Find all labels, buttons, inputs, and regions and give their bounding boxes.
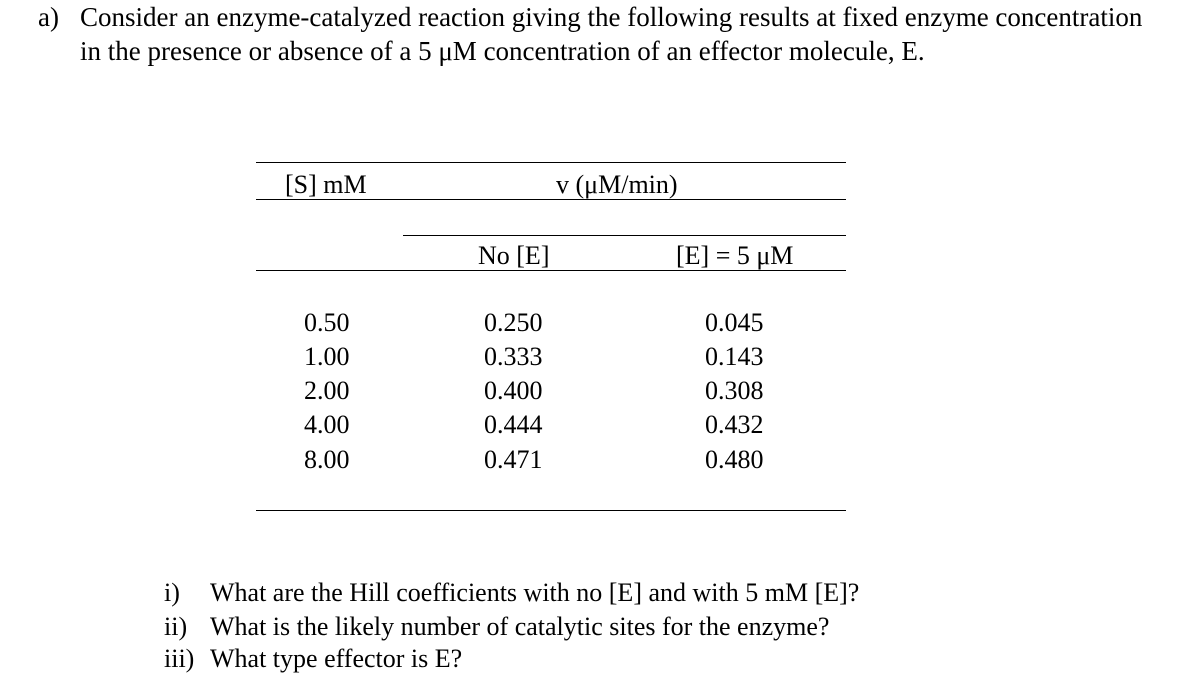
table-cell-with-e: 0.045 xyxy=(705,308,764,337)
sub-question-label: iii) xyxy=(164,644,195,673)
table-cell-s: 4.00 xyxy=(304,410,350,439)
sub-question-iii xyxy=(164,643,462,675)
table-cell-no-e: 0.250 xyxy=(484,308,543,337)
header-velocity: v (μM/min) xyxy=(556,170,678,199)
table-top-rule xyxy=(256,162,846,163)
question-label: a) xyxy=(38,2,59,32)
table-cell-no-e: 0.333 xyxy=(484,342,543,371)
question-text: Consider an enzyme-catalyzed reaction giving the following results at fixed enzyme concentration in the presence or absence of a 5 μM concentration of an effector molecule, E. xyxy=(80,2,1143,66)
question-a xyxy=(38,0,1168,68)
table-bottom-rule xyxy=(256,510,846,511)
sub-question-label: ii) xyxy=(164,612,188,641)
table-cell-with-e: 0.143 xyxy=(705,342,764,371)
table-cell-with-e: 0.432 xyxy=(705,410,764,439)
table-cell-no-e: 0.471 xyxy=(484,445,543,474)
table-cell-with-e: 0.480 xyxy=(705,445,764,474)
sub-header-no-e: No [E] xyxy=(478,241,550,270)
table-cell-s: 1.00 xyxy=(304,342,350,371)
sub-question-i xyxy=(164,577,859,609)
sub-question-label: i) xyxy=(164,578,180,607)
table-cell-no-e: 0.444 xyxy=(484,410,543,439)
sub-header-with-e: [E] = 5 μM xyxy=(676,241,794,270)
table-cell-s: 0.50 xyxy=(304,308,350,337)
sub-question-text: What type effector is E? xyxy=(210,644,463,673)
header-rule xyxy=(256,199,846,200)
sub-header-rule xyxy=(256,270,846,271)
table-cell-s: 8.00 xyxy=(304,445,350,474)
table-cell-no-e: 0.400 xyxy=(484,376,543,405)
table-cell-s: 2.00 xyxy=(304,376,350,405)
sub-question-text: What is the likely number of catalytic sites for the enzyme? xyxy=(210,612,830,641)
header-substrate: [S] mM xyxy=(285,170,367,199)
velocity-sub-rule xyxy=(403,235,846,236)
table-cell-with-e: 0.308 xyxy=(705,376,764,405)
sub-question-text: What are the Hill coefficients with no [E] and with 5 mM [E]? xyxy=(210,578,860,607)
sub-question-ii xyxy=(164,611,829,643)
